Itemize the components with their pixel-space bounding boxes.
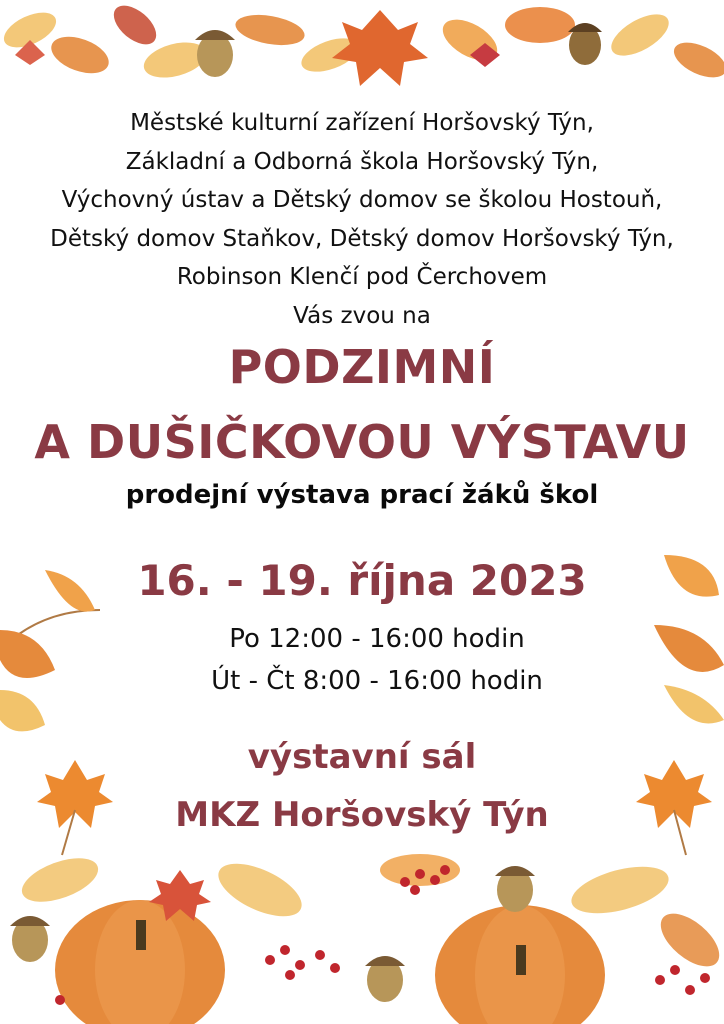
maple-leaf-icon xyxy=(332,10,428,86)
hours-line: Po 12:00 - 16:00 hodin xyxy=(229,624,525,654)
acorn-icon xyxy=(495,866,535,912)
title-line-1: PODZIMNÍ xyxy=(228,340,496,394)
venue-line: MKZ Horšovský Týn xyxy=(175,795,549,835)
organizer-line: Základní a Odborná škola Horšovský Týn, xyxy=(125,148,599,175)
hours-line: Út - Čt 8:00 - 16:00 hodin xyxy=(211,666,543,696)
autumn-pumpkins-bottom-border xyxy=(0,850,724,1024)
leaf-icon xyxy=(0,0,210,84)
acorn-icon xyxy=(10,916,50,962)
organizer-line: Výchovný ústav a Dětský domov se školou Hostouň, xyxy=(61,187,663,213)
title-line-2: A DUŠIČKOVOU VÝSTAVU xyxy=(34,415,690,469)
acorn-icon xyxy=(365,956,405,1002)
acorn-icon xyxy=(568,23,602,65)
organizer-line: Dětský domov Staňkov, Dětský domov Horšovský Týn, xyxy=(50,225,674,252)
maple-leaf-icon xyxy=(149,870,211,921)
pumpkin-icon xyxy=(55,900,225,1024)
autumn-leaves-top-border xyxy=(0,0,724,100)
event-dates: 16. - 19. října 2023 xyxy=(137,556,587,605)
organizers-list xyxy=(0,104,724,335)
opening-hours xyxy=(0,618,724,702)
organizer-line: Městské kulturní zařízení Horšovský Týn, xyxy=(130,110,594,136)
subtitle: prodejní výstava prací žáků škol xyxy=(125,480,599,510)
leaf-icon xyxy=(436,7,575,69)
pumpkin-icon xyxy=(435,905,605,1024)
acorn-icon xyxy=(195,30,235,77)
venue-line: výstavní sál xyxy=(247,737,477,777)
organizer-line: Robinson Klenčí pod Čerchovem xyxy=(176,264,548,290)
invite-text: Vás zvou na xyxy=(293,302,431,329)
leaf-icon xyxy=(16,850,724,976)
berries-icon xyxy=(55,865,710,1005)
leaf-icon xyxy=(233,10,363,78)
leaf-icon xyxy=(605,6,724,85)
venue xyxy=(0,728,724,844)
